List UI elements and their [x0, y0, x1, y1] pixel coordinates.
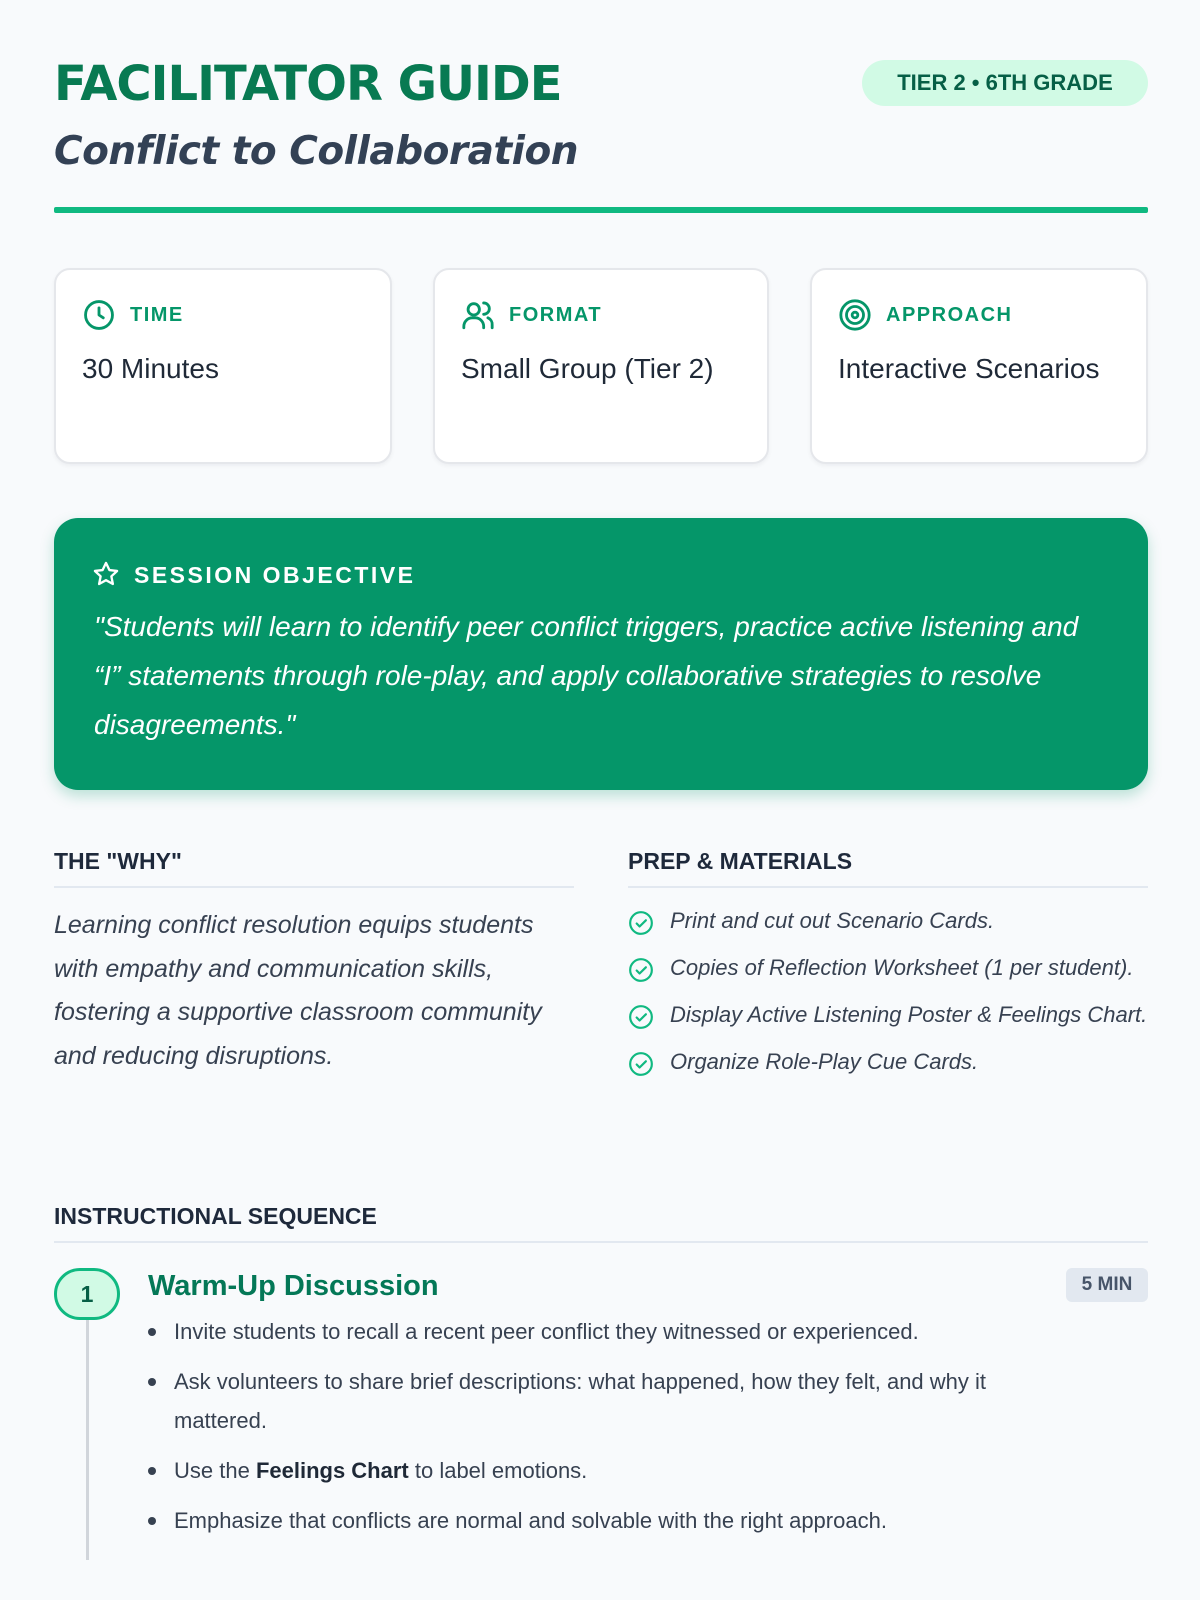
time-card: [54, 268, 392, 464]
session-objective-panel: [54, 518, 1148, 790]
header-divider: [54, 207, 1148, 213]
step-title: Warm-Up Discussion: [148, 1270, 439, 1302]
step-bullet: Ask volunteers to share brief descriptions: what happened, how they felt, and why it mattered.: [148, 1362, 1068, 1440]
why-heading: THE "WHY": [54, 846, 574, 888]
step-duration-badge: 5 MIN: [1066, 1268, 1148, 1302]
check-circle-icon: [628, 1051, 654, 1077]
clock-icon: [82, 298, 116, 332]
page-title: FACILITATOR GUIDE: [54, 56, 562, 112]
approach-card: [810, 268, 1148, 464]
target-icon: [838, 298, 872, 332]
step-bullet-text: Use the: [174, 1458, 256, 1483]
check-circle-icon: [628, 910, 654, 936]
prep-item: [628, 1045, 1148, 1078]
format-card: [433, 268, 769, 464]
prep-item-text: Print and cut out Scenario Cards.: [670, 908, 995, 933]
prep-item: [628, 904, 1148, 937]
approach-value: Interactive Scenarios: [838, 353, 1100, 384]
step-bullet-text: to label emotions.: [408, 1458, 588, 1483]
star-icon: [92, 560, 120, 588]
sequence-heading: INSTRUCTIONAL SEQUENCE: [54, 1201, 1148, 1243]
prep-item: [628, 951, 1148, 984]
step-bullet: Invite students to recall a recent peer conflict they witnessed or experienced.: [148, 1312, 1068, 1351]
timeline-connector: [86, 1320, 89, 1560]
check-circle-icon: [628, 957, 654, 983]
page-subtitle: Conflict to Collaboration: [54, 129, 579, 174]
prep-item-text: Display Active Listening Poster & Feelings Chart.: [670, 1002, 1148, 1027]
objective-label: SESSION OBJECTIVE: [134, 562, 416, 588]
why-text: Learning conflict resolution equips students with empathy and communication skills, fostering a supportive classroom community and reducing disruptions.: [54, 911, 542, 1070]
step-bullet-list: [148, 1312, 1068, 1551]
step-number-badge: 1: [54, 1268, 120, 1320]
step-bullet: Emphasize that conflicts are normal and solvable with the right approach.: [148, 1501, 1068, 1540]
prep-heading: PREP & MATERIALS: [628, 846, 1148, 888]
approach-label: APPROACH: [886, 304, 1013, 326]
time-value: 30 Minutes: [82, 353, 219, 384]
feelings-chart-term: Feelings Chart: [255, 1458, 409, 1483]
prep-item: [628, 998, 1148, 1031]
prep-item-text: Copies of Reflection Worksheet (1 per student).: [670, 955, 1134, 980]
tier-grade-badge: TIER 2 • 6TH GRADE: [862, 60, 1148, 106]
format-label: FORMAT: [509, 304, 603, 326]
prep-list: [628, 904, 1148, 1092]
step-bullet: [148, 1451, 1068, 1490]
users-icon: [461, 298, 495, 332]
format-value: Small Group (Tier 2): [461, 353, 714, 384]
time-label: TIME: [130, 304, 184, 326]
objective-text: "Students will learn to identify peer conflict triggers, practice active listening and “I” statements through role-play, and apply collaborative strategies to resolve disagreements.": [94, 611, 1079, 740]
check-circle-icon: [628, 1004, 654, 1030]
prep-item-text: Organize Role-Play Cue Cards.: [670, 1049, 979, 1074]
